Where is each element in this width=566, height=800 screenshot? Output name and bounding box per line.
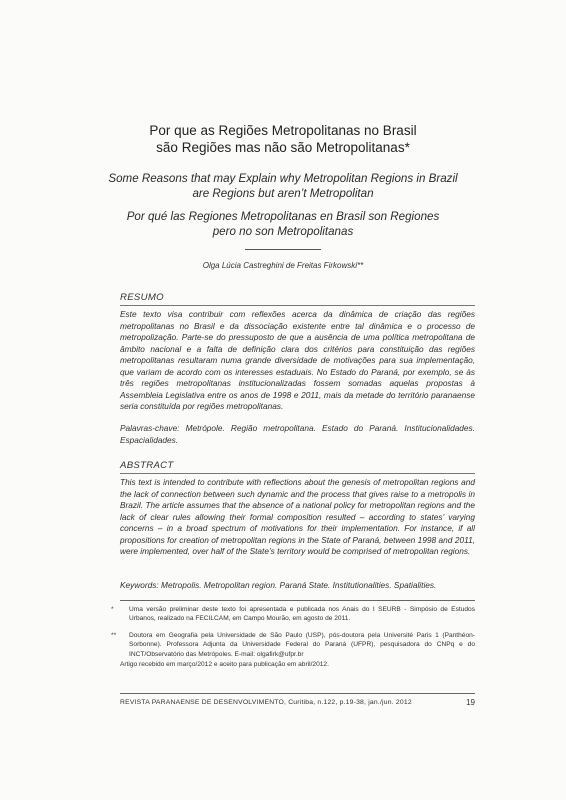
resumo-heading: RESUMO xyxy=(120,292,164,303)
article-title-line-2: são Regiões mas não são Metropolitanas* xyxy=(156,140,410,155)
footnote-1-mark: * xyxy=(111,606,114,613)
article-title xyxy=(120,122,446,156)
article-title-line-1: Por que as Regiões Metropolitanas no Brasil xyxy=(149,123,417,138)
page-number: 19 xyxy=(466,698,475,707)
resumo-keywords: Palavras-chave: Metrópole. Região metropolitana. Estado do Paraná. Institucionalidades. Espacialidades. xyxy=(120,423,475,445)
english-title-line-1: Some Reasons that may Explain why Metropolitan Regions in Brazil xyxy=(108,172,458,185)
footer-divider xyxy=(120,693,475,694)
title-divider xyxy=(245,249,321,250)
author-name: Olga Lúcia Castreghini de Freitas Firkowski** xyxy=(202,261,364,270)
resumo-divider xyxy=(120,305,475,306)
received-note: Artigo recebido em março/2012 e aceito para publicação em abril/2012. xyxy=(120,661,329,668)
spanish-title xyxy=(100,209,466,239)
spanish-title-line-2: pero no son Metropolitanas xyxy=(212,225,354,238)
footnote-2-mark: ** xyxy=(111,632,117,639)
footnote-2 xyxy=(111,631,475,659)
spanish-title-line-1: Por qué las Regiones Metropolitanas en Brasil son Regiones xyxy=(126,210,440,223)
footnote-1-text: Uma versão preliminar deste texto foi apresentada e publicada nos Anais do I SEURB - Simpósio de Estudos Urbanos, realizado na FECILCAM, em Campo Mourão, em agosto de 2011. xyxy=(129,606,475,623)
footnote-1 xyxy=(111,605,475,624)
resumo-text: Este texto visa contribuir com reflexões acerca da dinâmica de criação das regiões metropolitanas no Brasil e da dissociação existente entre tal dinâmica e o processo de metropolização. Parte-se do pressuposto de que a ausência de uma política metropolitana de âmbito nacional e a falta de definição clara dos critérios para constituição das regiões metropolitanas resultaram numa grande diversidade de motivações para sua implementação, que variam de acordo com os interesses estaduais. No Estado do Paraná, por exemplo, se às três regiões metropolitanas institucionalizadas fossem somadas aquelas propostas à Assembleia Legislativa entre os anos de 1998 e 2011, mais da metade do território paranaense seria constituída por regiões metropolitanas. xyxy=(120,309,475,411)
abstract-keywords: Keywords: Metropolis. Metropolitan region. Paraná State. Institutionalities. Spatialities. xyxy=(120,580,437,590)
abstract-heading: ABSTRACT xyxy=(120,460,174,471)
english-title xyxy=(100,171,466,201)
abstract-text: This text is intended to contribute with reflections about the genesis of metropolitan regions and the lack of connection between such dynamic and the process that gives raise to a metropolis in Brazil. The article assumes that the absence of a national policy for metropolitan regions and the lack of clear rules allowing their formal composition resulted – according to states’ varying concerns – in a broad spectrum of motivations for their implementation. For instance, if all propositions for creation of metropolitan regions in the State of Paraná, between 1998 and 2011, were implemented, over half of the State’s territory would be comprised of metropolitan regions. xyxy=(120,477,475,556)
footnote-divider xyxy=(120,600,475,601)
footnote-2-text: Doutora em Geografia pela Universidade de São Paulo (USP), pós-doutora pela Université Paris 1 (Panthéon-Sorbonne). Professora Adjunta da Universidade Federal do Paraná (UFPR), pesquisadora do CNPq e do INCT/Observatório das Metrópoles. E-mail: olgafirk@ufpr.br xyxy=(129,632,475,658)
english-title-line-2: are Regions but aren’t Metropolitan xyxy=(192,187,374,200)
journal-footer: REVISTA PARANAENSE DE DESENVOLVIMENTO, Curitiba, n.122, p.19-38, jan./jun. 2012 xyxy=(120,699,412,706)
abstract-divider xyxy=(120,473,475,474)
